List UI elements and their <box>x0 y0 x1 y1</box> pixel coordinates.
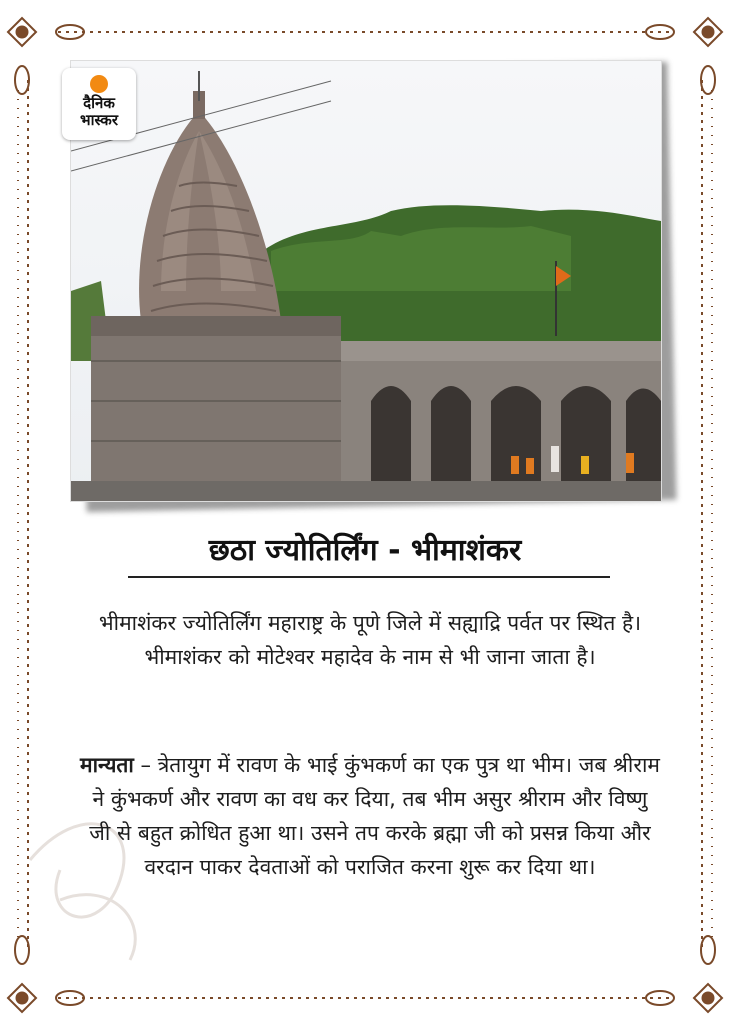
intro-paragraph: भीमाशंकर ज्योतिर्लिंग महाराष्ट्र के पूणे जिले में सह्याद्रि पर्वत पर स्थित है। भीमाशंकर को मोटेश्वर महादेव के नाम से भी जाना जाता है। <box>98 611 642 669</box>
logo-line2: भास्कर <box>80 111 118 129</box>
corner-ornament-br <box>646 936 722 1012</box>
temple-photo <box>70 60 662 502</box>
logo-line1: दैनिक <box>83 94 115 112</box>
title-underline <box>128 576 610 578</box>
belief-label: मान्यता <box>80 753 134 777</box>
belief-text: त्रेतायुग में रावण के भाई कुंभकर्ण का एक पुत्र था भीम। जब श्रीराम ने कुंभकर्ण और रावण का वध कर दिया, तब भीम असुर श्रीराम और विष्णु जी से बहुत क्रोधित हुआ था। उसने तप करके ब्रह्मा जी को प्रसन्न किया और वरदान पाकर देवताओं को पराजित करना शुरू कर दिया था। <box>89 753 660 879</box>
page-title: छठा ज्योतिर्लिंग - भीमाशंकर <box>208 533 522 568</box>
sun-icon <box>90 75 108 93</box>
belief-separator: – <box>133 753 158 777</box>
dainik-bhaskar-logo <box>62 68 136 140</box>
corner-ornament-bl <box>8 936 84 1012</box>
belief-paragraph <box>80 748 660 884</box>
